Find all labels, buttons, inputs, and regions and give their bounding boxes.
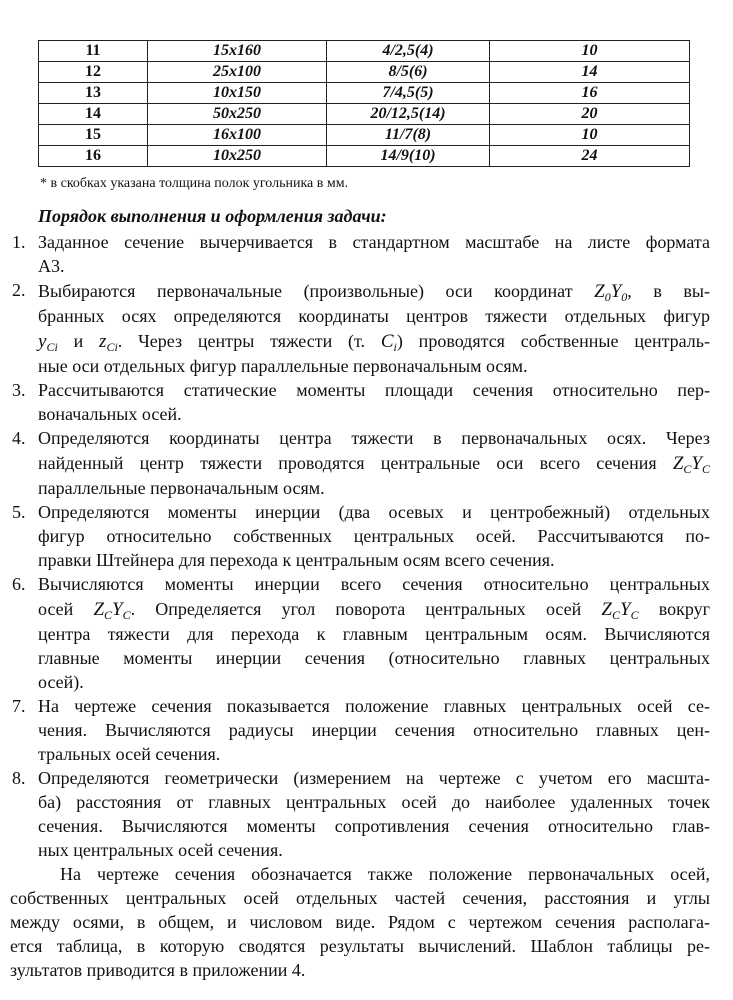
math-subscript: C [683,462,692,476]
math-subscript: C [104,608,113,622]
table-cell: 14 [39,104,148,125]
math-subscript: 0 [604,290,611,304]
text-line [38,524,710,548]
text-segment: осей [38,599,94,619]
text-line [38,548,710,572]
text-segment: центра тяжести для перехода к главным центральным осям. Вычисляются [38,624,710,644]
text-line [38,500,710,524]
text-segment: тральных осей сечения. [38,744,221,764]
table-cell: 16x100 [148,125,327,146]
math-base: z [99,331,107,352]
text-segment: фигур относительно собственных центральных осей. Рассчитываются по- [38,526,710,546]
variants-table [38,40,690,167]
table-cell: 16 [39,146,148,167]
table-cell: 10 [490,125,690,146]
text-line [38,596,710,622]
text-segment: вокруг [638,599,710,619]
list-item [0,500,733,572]
table-row [39,125,690,146]
text-line [38,378,710,402]
table-row [39,104,690,125]
text-segment: А3. [38,256,65,276]
math-base: Z [601,599,612,620]
table-row [39,41,690,62]
table-cell: 50x250 [148,104,327,125]
text-segment: Рассчитываются статические моменты площади сечения относительно пер- [38,380,710,400]
table-cell: 11/7(8) [327,125,490,146]
text-line [38,426,710,450]
math-symbol [611,281,628,302]
text-segment: бранных осях определяются координаты центров тяжести отдельных фигур [38,306,710,326]
math-symbol [620,599,639,620]
math-subscript: 0 [621,290,628,304]
math-symbol [673,453,692,474]
list-number: 8. [12,768,26,788]
text-segment: Определяются моменты инерции (два осевых и центробежный) отдельных [38,502,710,522]
text-segment: . Через центры тяжести (т. [117,331,381,351]
text-segment: Определяются координаты центра тяжести в первоначальных осях. Через [38,428,710,448]
text-line [38,278,710,304]
text-line: ется таблица, в которую сводятся результаты вычислений. Шаблон таблицы ре- [10,936,710,956]
text-line [38,402,710,426]
list-number: 1. [12,232,26,252]
math-symbol [594,281,611,302]
math-symbol [691,453,710,474]
text-line: собственных центральных осей отдельных частей сечения, расстояния и углы [10,888,710,908]
text-segment: найденный центр тяжести проводятся центральные оси всего сечения [38,453,673,473]
math-symbol [99,331,118,352]
text-segment: На чертеже сечения показывается положение главных центральных осей се- [38,696,710,716]
math-subscript: C [630,608,639,622]
text-segment: сечения. Вычисляются моменты сопротивления сечения относительно глав- [38,816,710,836]
text-segment: правки Штейнера для перехода к центральным осям всего сечения. [38,550,555,570]
math-base: Z [93,599,105,620]
text-line [38,328,710,354]
text-line [38,572,710,596]
math-symbol [38,331,58,352]
section-heading: Порядок выполнения и оформления задачи: [38,206,387,226]
text-line [38,646,710,670]
list-number: 2. [12,280,26,300]
table-cell: 11 [39,41,148,62]
text-segment: Определяются геометрически (измерением на чертеже с учетом его масшта- [38,768,710,788]
table-cell: 14/9(10) [327,146,490,167]
math-symbol [601,599,620,620]
table-cell: 16 [490,83,690,104]
table-cell: 10x250 [148,146,327,167]
text-segment: параллельные первоначальным осям. [38,478,325,498]
text-line [38,304,710,328]
steps-list [0,230,733,982]
text-segment: и [57,331,100,351]
text-line [38,838,710,862]
list-item [0,426,733,500]
text-line [38,622,710,646]
text-line [38,766,710,790]
list-number: 3. [12,380,26,400]
text-segment: ные оси отдельных фигур параллельные первоначальным осям. [38,356,528,376]
math-symbol [112,599,131,620]
text-line [38,354,710,378]
text-line [38,742,710,766]
text-line [38,476,710,500]
list-item [0,278,733,378]
text-segment: Заданное сечение вычерчивается в стандартном масштабе на листе формата [38,232,710,252]
list-number: 7. [12,696,26,716]
table-row [39,83,690,104]
math-subscript: C [122,608,131,622]
table-cell: 15 [39,125,148,146]
table-cell: 8/5(6) [327,62,490,83]
text-segment: . Определяется угол поворота центральных осей [130,599,602,619]
math-subscript: Ci [46,340,58,354]
text-segment: главные моменты инерции сечения (относительно главных центральных [38,648,710,668]
table-cell: 20 [490,104,690,125]
table-cell: 14 [490,62,690,83]
text-segment: Вычисляются моменты инерции всего сечения относительно центральных [38,574,710,594]
math-subscript: C [611,608,620,622]
list-number: 4. [12,428,26,448]
math-subscript: C [701,462,710,476]
text-segment: ных центральных осей сечения. [38,840,283,860]
list-item [0,572,733,694]
list-item [0,694,733,766]
text-line [38,718,710,742]
list-item [0,378,733,426]
math-base: Z [594,281,605,302]
math-symbol [381,331,397,352]
math-base: Y [112,599,123,620]
text-line [38,694,710,718]
list-item [0,766,733,862]
text-line [38,450,710,476]
text-line [38,254,710,278]
table-footnote: * в скобках указана толщина полок угольника в мм. [40,176,349,191]
text-segment: чения. Вычисляются радиусы инерции сечения относительно главных цен- [38,720,710,740]
math-subscript: i [393,340,397,354]
table-cell: 7/4,5(5) [327,83,490,104]
table-row [39,62,690,83]
list-item [0,230,733,278]
math-base: Y [691,453,702,474]
table-cell: 12 [39,62,148,83]
math-base: Y [619,599,631,620]
text-segment: осей). [38,672,84,692]
text-line: зультатов приводится в приложении 4. [10,960,306,980]
table-cell: 10 [490,41,690,62]
text-segment: , в вы- [627,281,710,301]
text-segment: ) проводятся собственные централь- [396,331,710,351]
math-subscript: Ci [106,340,118,354]
text-line: между осями, в общем, и числовом виде. Рядом с чертежом сечения располага- [10,912,710,932]
table-row [39,146,690,167]
text-line: На чертеже сечения обозначается также положение первоначальных осей, [60,864,710,884]
table-cell: 15x160 [148,41,327,62]
math-base: Z [672,453,684,474]
list-number: 5. [12,502,26,522]
math-symbol [93,599,112,620]
text-segment: Выбираются первоначальные (произвольные) оси координат [38,281,595,301]
table-cell: 20/12,5(14) [327,104,490,125]
table-cell: 25x100 [148,62,327,83]
math-base: C [380,331,394,352]
table-cell: 13 [39,83,148,104]
text-segment: ба) расстояния от главных центральных осей до наиболее удаленных точек [38,792,710,812]
text-line [38,814,710,838]
text-segment: воначальных осей. [38,404,182,424]
table-cell: 24 [490,146,690,167]
table-cell: 4/2,5(4) [327,41,490,62]
text-line [38,670,710,694]
text-line [38,790,710,814]
list-number: 6. [12,574,26,594]
math-base: y [38,331,47,352]
table-cell: 10x150 [148,83,327,104]
text-line [38,230,710,254]
math-base: Y [610,281,622,302]
closing-paragraph [0,862,733,982]
